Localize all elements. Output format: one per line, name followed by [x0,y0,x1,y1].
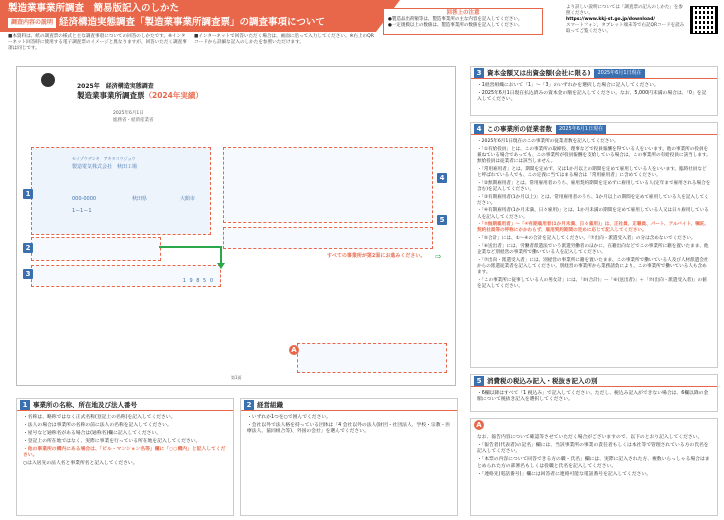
form-section-4 [223,147,433,223]
page-subtitle: 経済構造実態調査「製造業事業所調査票」の調査事項について [59,17,325,28]
badge-4: 4 [437,173,447,183]
panel-3 [470,66,718,116]
panel-a-header [471,419,717,431]
panel-1-header [17,399,233,411]
panel-5 [470,374,718,412]
panel-1-line: ・屋号など通称名がある場合は(通称名)欄に記入してください。 [23,430,162,436]
form-name: 製造業事業所調査票（2024年実績） [77,91,203,100]
panel-4-body [477,139,711,292]
panel-5-title: 消費税の税込み記入・税抜き記入の別 [487,376,598,385]
panel-3-header [471,67,717,79]
sample-pref: 秋田県 [132,196,148,202]
panel-4-number: 4 [474,124,484,134]
flow-note: すべての事業所が第2面にお進みください。 [327,253,426,259]
panel-4-tag: 2025年6月1日現在 [556,125,606,134]
form-date: 2025年6月1日 [113,111,144,116]
panel-4-line: ・「④有期雇用者(1か月未満、日々雇用)」とは、1か月未満の期間を定めて雇用している人又は日々雇用している人を記入してください。 [477,208,709,220]
sample-address: 1ー1ー1 [72,208,92,214]
panel-4-line: ・「②無期雇用者」とは、常用雇用者のうち、雇用契約期間を定めずに雇用している人(定年まで雇用される場合を含む)を記入してください。 [477,180,711,192]
header-tag: 調査内容の説明 [8,18,56,28]
form-year: 2025年 経済構造実態調査 [77,83,154,90]
form-section-5 [223,227,433,249]
panel-1-number: 1 [20,400,30,410]
form-section-1 [31,147,211,235]
panel-2-header [241,399,457,411]
sample-zip: 000-0000 [72,196,97,202]
panel-4-line: ・「⑥送出者」には、労働者派遣法でいう派遣労働者のほかに、在籍出向などでこの事業所に籍を置いたまま、他企業など別経営の事業所で働いている人を記入してください。 [477,243,709,255]
page-title: 製造業事業所調査 簡易版記入のしかた [8,3,180,14]
panel-1-title: 事業所の名称、所在地及び法人番号 [33,400,137,409]
panel-3-line: ・1経営組織において「1」〜「3」のいずれかを選択した場合に記入してください。 [477,83,659,88]
panel-3-tag: 2025年6月1日現在 [594,69,644,78]
panel-2 [240,398,458,516]
panel-5-line: ・6欄以降はすべて「1 税込み」で記入してください。ただし、税込み記入ができない場合は、6欄以降の金額について税抜き記入を選択してください。 [477,391,709,403]
notice-line: ●一定規模以上の数値は、製造事業所の数値を記入してください。 [388,23,523,29]
panel-1-line: ・他の事業所の構内にある場合は、「ビル・マンション名等」欄に「○○構内」と記入してください。 [23,446,226,459]
panel-2-body [247,415,451,437]
arrow-right-icon: ⇨ [435,252,442,261]
badge-5: 5 [437,215,447,225]
panel-a-line: ・「本票の内容について回答できる方の職・氏名」欄には、実際に記入された方、複数いらっしゃる場合はまとめられた方の部署名もしくは役職と氏名を記入してください。 [477,457,710,469]
panel-4-title: この事業所の従業者数 [487,124,552,133]
panel-a [470,418,718,516]
flow-arrow-icon [157,245,227,271]
badge-2: 2 [23,243,33,253]
sample-amount: 1 9 8 5 0 [182,278,214,284]
qr-caption: より詳しい説明については「調査票の記入のしかた」を参照ください。 [566,5,683,17]
panel-a-line: ・「報告者(代表者)の記名」欄には、当該事業所の事業の責任者もしくは本社等で管理されている方の氏名を記入してください。 [477,442,709,455]
panel-2-number: 2 [244,400,254,410]
notice-box [383,8,543,35]
form-year-note: （2024年実績） [144,91,203,100]
panel-4-header [471,123,717,135]
panel-4-line: ・「この事業所に従事している人の男女計」には、「⑤(合計)」ー「⑥(送出者)」＋「⑦(出向・派遣受入者)」の値を記入してください。 [477,277,707,289]
panel-a-body [477,435,711,480]
panel-3-title: 資本金額又は出資金額(会社に限る) [487,68,591,77]
form-ministry: 総務省・経済産業省 [113,118,154,123]
panel-2-line: ・いずれか1つを○で囲んでください。 [247,415,331,420]
panel-1-line: ・登記上の所在地ではなく、実際に事業を行っている所在地を記入してください。 [23,438,201,444]
badge-1: 1 [23,189,33,199]
panel-a-line: ・「連絡先(電話番号)」欄には回答者に連絡可能な電話番号を記入してください。 [477,471,652,477]
sample-company: 製造電気株式会社 秋田工場 [72,164,138,170]
panel-4-line: ・「①有給役員」とは、この事業所の取締役、理事などで役員報酬を得ている人をいいます。他の事業所の役員を兼ねている場合であっても、この事業所が役員報酬を支給している場合は、この事業所の有給役員に該当します。無給役員は従業者には該当しません。 [477,146,711,165]
form-section-a [297,343,447,373]
panel-2-title: 経営組織 [257,400,283,409]
panel-1 [16,398,234,516]
panel-4-line: ・「常用雇用者」とは、期間を定めず、又は1か月以上の期間を定めて雇用している人をいいます。臨時社員などと呼ばれている人でも、この定義に当てはまる場合は「常用雇用者」に含めてください。 [477,166,707,178]
badge-a: A [289,345,299,355]
panel-4-line: ・「②無期雇用者」〜「④有期雇用者(1か月未満、日々雇用)」は、正社員、正職員、パート、アルバイト、嘱託、契約社員等の呼称にかかわらず、雇用契約期間の定めに応じて記入してください。 [477,222,710,234]
panel-1-line: ○は入居先の法人名と事業所名と記入してください。 [23,461,138,467]
note-mid: ■インターネットで回答いただく場合は、画面に沿って入力してください。※右上のQRコードから詳細な記入のしかたを参照いただけます。 [194,34,374,46]
panel-4-line: ・2025年6月1日現在のこの事業所の従業者数を記入してください。 [477,139,619,144]
notice-line: ●製造品出荷額等は、製造事業所の主な内容を記入してください。 [388,17,523,23]
panel-4-line: ・「⑤合計」には、①〜④の合計を記入してください。「⑦出向・派遣受入者」の分は含めないでください。 [477,236,696,242]
panel-a-badge: A [474,420,484,430]
panel-5-number: 5 [474,376,484,386]
badge-3: 3 [23,269,33,279]
panel-2-line: ・会社以外で法人格を持っている団体は「4 会社以外の法人(財団・社団法人、学校・宗教・医療法人、協同組合等)、外国の会社」を選んでください。 [247,422,451,435]
qr-caption2: スマートフォン、タブレット端末等で右記QRコードを読み取ってご覧ください。 [566,23,685,35]
panel-3-line: ・2025年6月1日現在払込済みの資本金の額を記入してください。なお、5,000円未満の場合は、「0」を記入してください。 [477,90,707,103]
panel-5-body [477,391,711,405]
sample-city: 大館市 [180,196,196,202]
panel-1-body [23,415,227,469]
download-link[interactable]: https://www.kkj-st.go.jp/download/ [566,17,655,23]
panel-3-body [477,83,711,105]
panel-5-header [471,375,717,387]
panel-1-line: ・法人の場合は事業所の名称の前に法人の名称を記入してください。 [23,422,172,428]
panel-4-line: ・「⑦出向・派遣受入者」には、別経営の事業所に籍を置いたまま、この事業所で働いている人及び人材派遣会社からの派遣従業者を記入してください。別経営の事業所から業務請負により、この事業所で働いている人も含めます。 [477,257,709,276]
emblem-icon [41,73,55,87]
panel-4-line: ・「③有期雇用者(1か月以上)」とは、常用雇用者のうち、1か月以上の期間を定めて雇用している人を記入してください。 [477,194,709,206]
form-preview [16,66,456,386]
panel-4 [470,122,718,368]
qr-text [566,5,686,35]
note-left: ■本資料は、紙の調査票の様式と主な調査事項についての回答のしかたです。※インターネット回答時に使用する電子調査票のイメージと異なりますが、回答いただく調査事項は同じです。 [8,34,187,52]
page-number: 第1面 [231,375,242,380]
subtitle-row [8,17,325,30]
panel-a-line: なお、報告内容について確認等させていただく場合がございますので、以下のとおり記入してください。 [477,435,703,440]
panel-3-number: 3 [474,68,484,78]
qr-code-icon[interactable] [690,6,718,34]
notice-title: 回答上の注意 [384,10,542,17]
panel-1-line: ・名称は、略称ではなく正式名称(登記上の名称)を記入してください。 [23,415,176,420]
sample-kana: セイゾウデンキ アキタコウジョウ [72,156,136,161]
form-section-2 [31,237,161,261]
